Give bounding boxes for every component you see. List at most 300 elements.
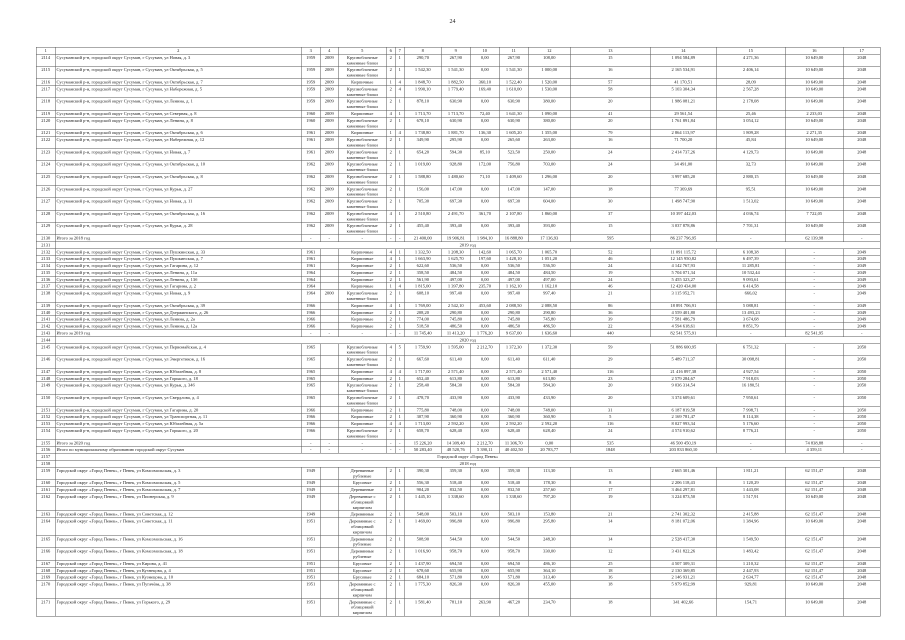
- cell-year-repair: [320, 518, 338, 536]
- cell-residents: 18: [570, 567, 650, 574]
- cell-resettled-area: 1 372,30: [528, 344, 570, 356]
- cell-year-repair: [320, 560, 338, 567]
- cell-floors: 4: [386, 368, 395, 375]
- cell-limit-cost: 10 649,00: [785, 54, 843, 66]
- cell-year-built: 1961: [301, 129, 320, 136]
- cell-residents: 24: [570, 149, 650, 161]
- cell-year-repair: [320, 536, 338, 548]
- cell-total-area: 349,90: [404, 136, 441, 148]
- cell-resettled-area: 1 090,00: [528, 110, 570, 117]
- cell-limit-cost: -: [785, 316, 843, 323]
- cell-planned-year: 2048: [843, 198, 880, 210]
- table-row: [36, 427, 880, 439]
- cell-cost-per-sqm: 154,71: [716, 599, 785, 617]
- column-number: 15: [716, 47, 785, 54]
- table-row: [36, 98, 880, 110]
- cell-cost: 2 165 534,91: [650, 66, 716, 78]
- cell-limit-cost: -: [785, 290, 843, 302]
- cell-year-built: 1949: [301, 493, 320, 511]
- cell-resettled-area: 2 592,20: [528, 420, 570, 427]
- cell-municipal-area: 136,30: [470, 129, 499, 136]
- cell-planned-year: 2049: [843, 255, 880, 262]
- cell-wall-material: Крупноблочные каменные блоки: [338, 98, 386, 110]
- cell-resettled-area: 584,30: [528, 382, 570, 394]
- cell-total-area: 50 283,40: [404, 446, 441, 453]
- cell-cost-per-sqm: 13 493,23: [716, 309, 785, 316]
- cell-cost-per-sqm: 2 406,14: [716, 66, 785, 78]
- cell-number: 2151: [36, 407, 55, 414]
- cell-entrances: 1: [395, 382, 404, 394]
- cell-planned-year: 2048: [843, 186, 880, 198]
- cell-total-area: 11 745,40: [404, 330, 441, 337]
- cell-living-area: 1 397,80: [441, 283, 470, 290]
- cell-year-built: 1959: [301, 54, 320, 66]
- cell-living-area: 2 542,10: [441, 302, 470, 309]
- cell-private-area: 1 428,10: [499, 255, 528, 262]
- cell-private-area: 40 402,50: [499, 446, 528, 453]
- table-row: [36, 222, 880, 234]
- cell-wall-material: Крупноблочные каменные блоки: [338, 290, 386, 302]
- cell-number: 2148: [36, 375, 55, 382]
- cell-residents: 59: [570, 344, 650, 356]
- cell-entrances: -: [395, 330, 404, 337]
- cell-cost: 3 431 822,26: [650, 548, 716, 560]
- cell-number: 2125: [36, 173, 55, 185]
- cell-floors: -: [386, 446, 395, 453]
- cell-cost: 29 561,54: [650, 110, 716, 117]
- cell-total-area: 658,70: [404, 427, 441, 439]
- cell-year-repair: 2009: [320, 117, 338, 129]
- cell-entrances: 1: [395, 427, 404, 439]
- cell-planned-year: 2050: [843, 368, 880, 375]
- cell-total-area: 358,50: [404, 269, 441, 276]
- table-row: [36, 79, 880, 86]
- cell-year-built: 1949: [301, 511, 320, 518]
- cell-resettled-area: 17 136,93: [528, 235, 570, 242]
- cell-limit-cost: 10 649,00: [785, 66, 843, 78]
- table-row: [36, 581, 880, 599]
- cell-wall-material: Деревянные: [338, 511, 386, 518]
- cell-total-area: 678,10: [404, 117, 441, 129]
- cell-total-area: 608,10: [404, 290, 441, 302]
- cell-wall-material: Кирпичные: [338, 262, 386, 269]
- cell-cost-per-sqm: 1 517,91: [716, 493, 785, 511]
- cell-residents: 19: [570, 269, 650, 276]
- cell-planned-year: 2050: [843, 375, 880, 382]
- cell-number: 2171: [36, 599, 55, 617]
- cell-address: Сусуманский р-н, городской округ Сусуман, г Сусуман, ул Северная, д. 8: [55, 110, 301, 117]
- cell-year-repair: -: [320, 440, 338, 447]
- cell-cost: 5 103 304,34: [650, 86, 716, 98]
- cell-wall-material: Кирпичные: [338, 368, 386, 375]
- cell-wall-material: Деревянные с облицовкой кирпичом: [338, 518, 386, 536]
- cell-number: 2161: [36, 486, 55, 493]
- cell-private-area: 503,10: [499, 511, 528, 518]
- cell-resettled-area: 628,40: [528, 427, 570, 439]
- cell-private-area: 486,50: [499, 323, 528, 330]
- cell-wall-material: Кирпичные: [338, 255, 386, 262]
- cell-entrances: 4: [395, 79, 404, 86]
- cell-entrances: 1: [395, 486, 404, 493]
- cell-private-area: 571,80: [499, 574, 528, 581]
- cell-residents: 21: [570, 511, 650, 518]
- cell-planned-year: 2048: [843, 581, 880, 599]
- cell-cost: 51 886 600,95: [650, 344, 716, 356]
- cell-number: 2142: [36, 323, 55, 330]
- cell-address: Городской округ «Город Певек», г Певек, ул Комсомольская, д. 16: [55, 536, 301, 548]
- cell-total-area: 1 990,10: [404, 86, 441, 98]
- cell-cost-per-sqm: 6 751,32: [716, 344, 785, 356]
- cell-address: Сусуманский р-н, городской округ Сусуман, г Сусуман, ул Набережная, д. 5: [55, 86, 301, 98]
- cell-number: 2138: [36, 290, 55, 302]
- cell-cost-per-sqm: 16 180,51: [716, 382, 785, 394]
- cell-wall-material: Кирпичные: [338, 413, 386, 420]
- table-row: [36, 210, 880, 222]
- cell-number: 2130: [36, 235, 55, 242]
- cell-entrances: 1: [395, 110, 404, 117]
- cell-year-repair: [320, 316, 338, 323]
- cell-limit-cost: 62 151,47: [785, 511, 843, 518]
- cell-year-repair: 2009: [320, 129, 338, 136]
- cell-municipal-area: 0,00: [470, 548, 499, 560]
- cell-planned-year: 2048: [843, 79, 880, 86]
- cell-floors: 2: [386, 198, 395, 210]
- cell-resettled-area: 380,00: [528, 117, 570, 129]
- cell-resettled-area: 393,00: [528, 222, 570, 234]
- cell-living-area: 826,30: [441, 581, 470, 599]
- cell-wall-material: Деревянные с облицовкой кирпичом: [338, 493, 386, 511]
- cell-entrances: 1: [395, 222, 404, 234]
- cell-entrances: 1: [395, 269, 404, 276]
- cell-residents: 86: [570, 302, 650, 309]
- cell-total-area: 775,80: [404, 407, 441, 414]
- cell-entrances: 1: [395, 574, 404, 581]
- cell-number: 2150: [36, 394, 55, 406]
- cell-number: 2164: [36, 518, 55, 536]
- cell-address: Городской округ «Город Певек», г Певек, ул Комсомольская, д. 3: [55, 467, 301, 479]
- cell-total-area: 1 019,00: [404, 161, 441, 173]
- table-row: [36, 536, 880, 548]
- cell-resettled-area: 1 520,00: [528, 79, 570, 86]
- cell-floors: -: [386, 440, 395, 447]
- cell-floors: 2: [386, 511, 395, 518]
- cell-floors: 2: [386, 574, 395, 581]
- cell-municipal-area: 0,00: [470, 413, 499, 420]
- section-header-row: [36, 337, 880, 344]
- cell-planned-year: 2048: [843, 511, 880, 518]
- cell-number: 2156: [36, 446, 55, 453]
- cell-municipal-area: 235,70: [470, 283, 499, 290]
- cell-wall-material: Деревянные с облицовкой кирпичом: [338, 599, 386, 617]
- cell-cost-per-sqm: 10 532,44: [716, 269, 785, 276]
- cell-limit-cost: 10 649,00: [785, 198, 843, 210]
- cell-number: 2120: [36, 117, 55, 129]
- cell-limit-cost: -: [785, 323, 843, 330]
- cell-number: 2131: [36, 242, 55, 249]
- cell-resettled-area: 178,30: [528, 479, 570, 486]
- cell-planned-year: 2048: [843, 518, 880, 536]
- cell-year-repair: [320, 467, 338, 479]
- cell-total-area: 774,00: [404, 316, 441, 323]
- cell-resettled-area: 257,60: [528, 486, 570, 493]
- cell-planned-year: 2050: [843, 394, 880, 406]
- cell-municipal-area: 0,00: [470, 407, 499, 414]
- cell-planned-year: 2048: [843, 467, 880, 479]
- cell-private-area: 1 522,40: [499, 79, 528, 86]
- cell-living-area: 2 491,70: [441, 210, 470, 222]
- cell-resettled-area: 153,80: [528, 511, 570, 518]
- cell-number: 2145: [36, 344, 55, 356]
- cell-number: 2122: [36, 136, 55, 148]
- cell-planned-year: 2050: [843, 344, 880, 356]
- cell-entrances: 1: [395, 290, 404, 302]
- cell-total-area: 705,30: [404, 198, 441, 210]
- cell-cost: 2 579 284,67: [650, 375, 716, 382]
- cell-wall-material: Кирпичные: [338, 79, 386, 86]
- cell-wall-material: Деревянные рубленые: [338, 467, 386, 479]
- cell-year-built: -: [301, 330, 320, 337]
- cell-address: Городской округ «Город Певек», г Певек, ул Кузнецова, д. 10: [55, 574, 301, 581]
- cell-resettled-area: 295,80: [528, 518, 570, 536]
- cell-residents: 8: [570, 479, 650, 486]
- cell-number: 2154: [36, 427, 55, 439]
- cell-year-built: 1951: [301, 518, 320, 536]
- cell-cost: 5 455 323,27: [650, 276, 716, 283]
- cell-year-repair: [320, 574, 338, 581]
- cell-resettled-area: 250,00: [528, 149, 570, 161]
- cell-planned-year: 2048: [843, 173, 880, 185]
- cell-municipal-area: 0,00: [470, 186, 499, 198]
- cell-limit-cost: 10 649,00: [785, 599, 843, 617]
- cell-resettled-area: 20 783,77: [528, 446, 570, 453]
- cell-limit-cost: 62 151,47: [785, 567, 843, 574]
- cell-year-built: 1965: [301, 394, 320, 406]
- cell-cost-per-sqm: -: [716, 235, 785, 242]
- cell-number: 2153: [36, 420, 55, 427]
- column-number: 4: [320, 47, 338, 54]
- cell-limit-cost: 7 722,05: [785, 210, 843, 222]
- cell-address: Сусуманский р-н, городской округ Сусуман, г Сусуман, ул Свердлова, д. 4: [55, 394, 301, 406]
- cell-resettled-area: 0,00: [528, 440, 570, 447]
- cell-year-repair: [320, 420, 338, 427]
- cell-entrances: -: [395, 446, 404, 453]
- cell-total-area: 548,00: [404, 511, 441, 518]
- cell-wall-material: Кирпичные: [338, 316, 386, 323]
- cell-address: Сусуманский р-н, городской округ Сусуман, г Сусуман, ул Горького, д. 18: [55, 375, 301, 382]
- cell-year-built: 1949: [301, 467, 320, 479]
- cell-municipal-area: 72,40: [470, 110, 499, 117]
- cell-total-area: 1 759,90: [404, 344, 441, 356]
- cell-total-area: 1 016,90: [404, 548, 441, 560]
- cell-total-area: 307,90: [404, 413, 441, 420]
- table-row: [36, 249, 880, 256]
- cell-year-built: 1951: [301, 548, 320, 560]
- cell-private-area: 997,40: [499, 290, 528, 302]
- table-row: [36, 518, 880, 536]
- cell-limit-cost: 2 233,03: [785, 110, 843, 117]
- cell-living-area: 360,90: [441, 413, 470, 420]
- cell-cost-per-sqm: 2 447,93: [716, 567, 785, 574]
- cell-total-area: 518,50: [404, 323, 441, 330]
- cell-private-area: 694,50: [499, 560, 528, 567]
- cell-floors: 4: [386, 210, 395, 222]
- cell-entrances: 1: [395, 54, 404, 66]
- cell-floors: 2: [386, 262, 395, 269]
- cell-residents: 46: [570, 255, 650, 262]
- cell-resettled-area: 497,00: [528, 276, 570, 283]
- cell-cost: 6 187 819,58: [650, 407, 716, 414]
- cell-municipal-area: 0,00: [470, 382, 499, 394]
- cell-residents: 595: [570, 235, 650, 242]
- cell-residents: 116: [570, 420, 650, 427]
- cell-planned-year: 2048: [843, 493, 880, 511]
- cell-municipal-area: 1 984,10: [470, 235, 499, 242]
- cell-number: 2143: [36, 330, 55, 337]
- cell-municipal-area: 0,00: [470, 276, 499, 283]
- cell-residents: 22: [570, 323, 650, 330]
- cell-private-area: 360,90: [499, 413, 528, 420]
- cell-cost: 34 491,00: [650, 161, 716, 173]
- cell-private-area: 745,80: [499, 316, 528, 323]
- cell-year-repair: 2009: [320, 86, 338, 98]
- cell-number: 2155: [36, 440, 55, 447]
- cell-cost: 2 528 417,30: [650, 536, 716, 548]
- cell-planned-year: -: [843, 235, 880, 242]
- cell-floors: 2: [386, 136, 395, 148]
- cell-residents: 16: [570, 574, 650, 581]
- cell-floors: 1: [386, 129, 395, 136]
- cell-living-area: 613,80: [441, 375, 470, 382]
- cell-cost-per-sqm: 1 811,21: [716, 467, 785, 479]
- cell-cost: 18 891 706,91: [650, 302, 716, 309]
- cell-limit-cost: 62 151,47: [785, 479, 843, 486]
- cell-cost: 9 036 314,54: [650, 382, 716, 394]
- cell-entrances: 4: [395, 86, 404, 98]
- cell-residents: 5: [570, 413, 650, 420]
- table-row: [36, 309, 880, 316]
- cell-residents: 36: [570, 309, 650, 316]
- cell-cost-per-sqm: 32,73: [716, 161, 785, 173]
- cell-private-area: 265,60: [499, 136, 528, 148]
- cell-cost-per-sqm: 4 129,73: [716, 149, 785, 161]
- cell-municipal-area: 5 390,11: [470, 446, 499, 453]
- cell-total-area: 678,60: [404, 567, 441, 574]
- cell-entrances: 1: [395, 161, 404, 173]
- cell-private-area: 826,30: [499, 581, 528, 599]
- column-number: 14: [650, 47, 716, 54]
- cell-limit-cost: -: [785, 309, 843, 316]
- cell-private-area: 2 107,80: [499, 210, 528, 222]
- cell-total-area: 21 400,00: [404, 235, 441, 242]
- cell-resettled-area: 486,10: [528, 560, 570, 567]
- cell-limit-cost: 10 649,00: [785, 86, 843, 98]
- cell-cost: 2 206 118,43: [650, 479, 716, 486]
- cell-cost: 1 761 891,84: [650, 117, 716, 129]
- cell-floors: 2: [386, 427, 395, 439]
- cell-wall-material: Брусовые: [338, 479, 386, 486]
- cell-living-area: 536,50: [441, 262, 470, 269]
- cell-living-area: 997,40: [441, 290, 470, 302]
- cell-total-area: 156,00: [404, 186, 441, 198]
- cell-living-area: 630,90: [441, 98, 470, 110]
- cell-wall-material: Крупноблочные каменные блоки: [338, 394, 386, 406]
- cell-floors: 4: [386, 255, 395, 262]
- cell-wall-material: Кирпичные: [338, 283, 386, 290]
- cell-cost: 1 498 747,90: [650, 198, 716, 210]
- cell-resettled-area: 113,30: [528, 467, 570, 479]
- total-label: Итого по муниципальному образованию городской округ Сусуман: [55, 446, 301, 453]
- cell-cost-per-sqm: 2 880,15: [716, 173, 785, 185]
- cell-living-area: 1 541,30: [441, 66, 470, 78]
- cell-limit-cost: 10 649,00: [785, 149, 843, 161]
- cell-entrances: 4: [395, 420, 404, 427]
- cell-total-area: 508,90: [404, 536, 441, 548]
- cell-floors: 2: [386, 66, 395, 78]
- cell-year-repair: [320, 394, 338, 406]
- cell-cost-per-sqm: 3 674,68: [716, 316, 785, 323]
- cell-entrances: -: [395, 235, 404, 242]
- cell-total-area: 878,10: [404, 98, 441, 110]
- cell-private-area: 628,40: [499, 427, 528, 439]
- cell-private-area: 748,00: [499, 407, 528, 414]
- cell-number: 2129: [36, 222, 55, 234]
- cell-number: 2159: [36, 467, 55, 479]
- cell-total-area: 622,60: [404, 262, 441, 269]
- cell-floors: 2: [386, 290, 395, 302]
- cell-cost: 4 142 767,93: [650, 262, 716, 269]
- cell-number: 2152: [36, 413, 55, 420]
- cell-cost: 7 581 486,79: [650, 316, 716, 323]
- cell-wall-material: Кирпичные: [338, 302, 386, 309]
- cell-residents: 20: [570, 173, 650, 185]
- cell-number: 2115: [36, 66, 55, 78]
- cell-year-built: 1965: [301, 382, 320, 394]
- cell-year-repair: [320, 479, 338, 486]
- cell-limit-cost: 74 838,88: [785, 440, 843, 447]
- cell-cost: 4 594 618,61: [650, 323, 716, 330]
- cell-wall-material: Кирпичные: [338, 375, 386, 382]
- cell-total-area: 1 445,10: [404, 493, 441, 511]
- cell-private-area: 9 637,00: [499, 330, 528, 337]
- cell-cost: 2 741 302,32: [650, 511, 716, 518]
- cell-floors: 2: [386, 323, 395, 330]
- table-row: [36, 302, 880, 309]
- cell-municipal-area: 1 776,20: [470, 330, 499, 337]
- cell-planned-year: 2048: [843, 210, 880, 222]
- cell-private-area: 11 306,70: [499, 440, 528, 447]
- cell-private-area: 958,70: [499, 548, 528, 560]
- cell-private-area: 1 610,00: [499, 86, 528, 98]
- cell-floors: 2: [386, 394, 395, 406]
- table-row: [36, 129, 880, 136]
- cell-living-area: 2 571,40: [441, 368, 470, 375]
- cell-living-area: 1 713,70: [441, 110, 470, 117]
- cell-cost: 41 170,51: [650, 79, 716, 86]
- cell-municipal-area: 0,00: [470, 560, 499, 567]
- cell-address: Сусуманский р-н, городской округ Сусуман, г Сусуман, ул Курьи, д. 28: [55, 222, 301, 234]
- cell-residents: 24: [570, 262, 650, 269]
- cell-resettled-area: 147,00: [528, 186, 570, 198]
- cell-floors: 2: [386, 560, 395, 567]
- cell-residents: 20: [570, 117, 650, 129]
- table-row: [36, 316, 880, 323]
- cell-private-area: 147,00: [499, 186, 528, 198]
- cell-address: Сусуманский р-н, городской округ Сусуман, г Сусуман, ул Курьи, д. 34б: [55, 382, 301, 394]
- cell-cost-per-sqm: 95,51: [716, 186, 785, 198]
- cell-wall-material: Брусовые: [338, 574, 386, 581]
- cell-address: Сусуманский р-н, городской округ Сусуман, г Сусуман, ул Октябрьская, д. 39: [55, 302, 301, 309]
- cell-residents: 18: [570, 186, 650, 198]
